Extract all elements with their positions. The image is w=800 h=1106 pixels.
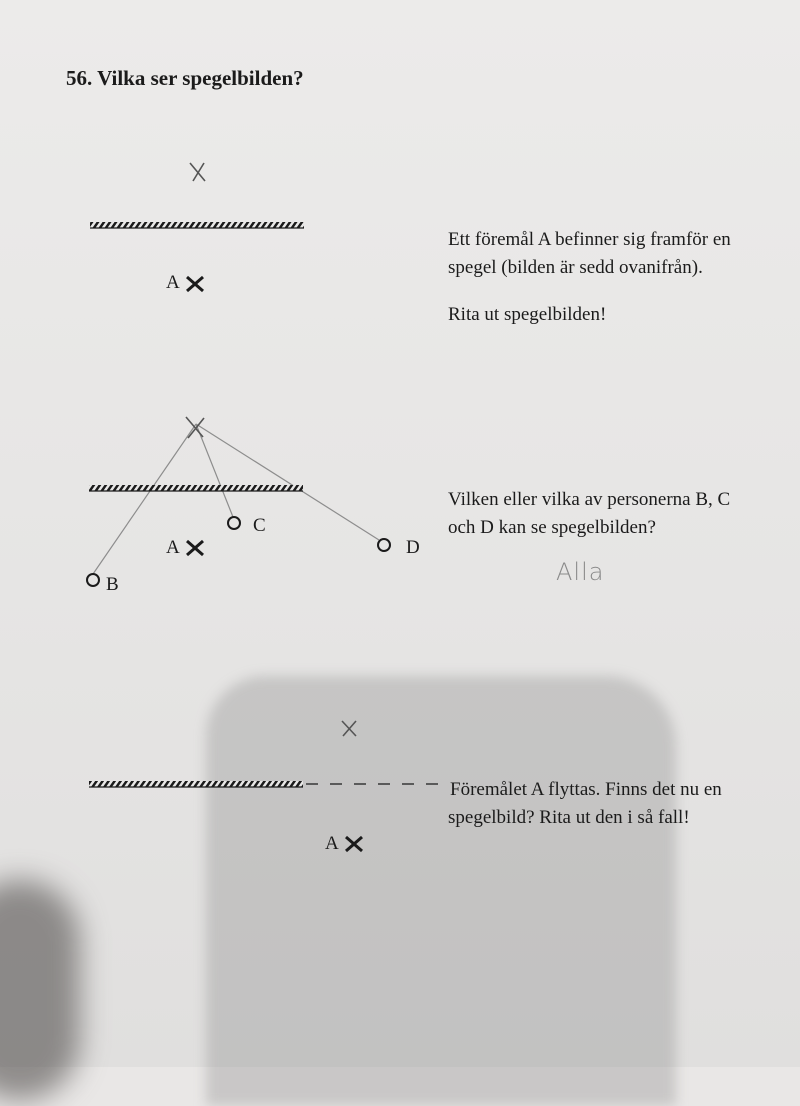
- section3-text-line2: spegelbild? Rita ut den i så fall!: [448, 807, 690, 828]
- section2-text-line1: Vilken eller vilka av personerna B, C: [448, 489, 731, 510]
- pencil-sight-lines: [93, 424, 379, 574]
- object-a-cross-1: [187, 277, 203, 291]
- person-b-marker: [87, 574, 99, 586]
- mirror-2: [89, 485, 303, 491]
- person-d-marker: [378, 539, 390, 551]
- mirror-3: [89, 781, 303, 787]
- object-a-label-1: A: [166, 272, 180, 293]
- section3-text-line1: Föremålet A flyttas. Finns det nu en: [450, 779, 722, 800]
- person-d-label: D: [406, 537, 420, 558]
- object-a-cross-2: [187, 541, 203, 555]
- object-a-label-2: A: [166, 537, 180, 558]
- handwritten-answer: Alla: [556, 558, 605, 586]
- section1-text-line2: spegel (bilden är sedd ovanifrån).: [448, 257, 703, 278]
- pencil-mirror-image-3: [342, 721, 356, 736]
- object-a-cross-3: [346, 837, 362, 851]
- mirror-1: [90, 222, 304, 228]
- object-a-label-3: A: [325, 833, 339, 854]
- person-b-label: B: [106, 574, 119, 595]
- section1-instruction: Rita ut spegelbilden!: [448, 304, 607, 325]
- section1-text-line1: Ett föremål A befinner sig framför en: [448, 229, 731, 250]
- person-c-label: C: [253, 515, 266, 536]
- exercise-title: 56. Vilka ser spegelbilden?: [66, 66, 304, 90]
- person-c-marker: [228, 517, 240, 529]
- section2-text-line2: och D kan se spegelbilden?: [448, 517, 656, 538]
- pencil-mirror-image-1: [190, 163, 205, 181]
